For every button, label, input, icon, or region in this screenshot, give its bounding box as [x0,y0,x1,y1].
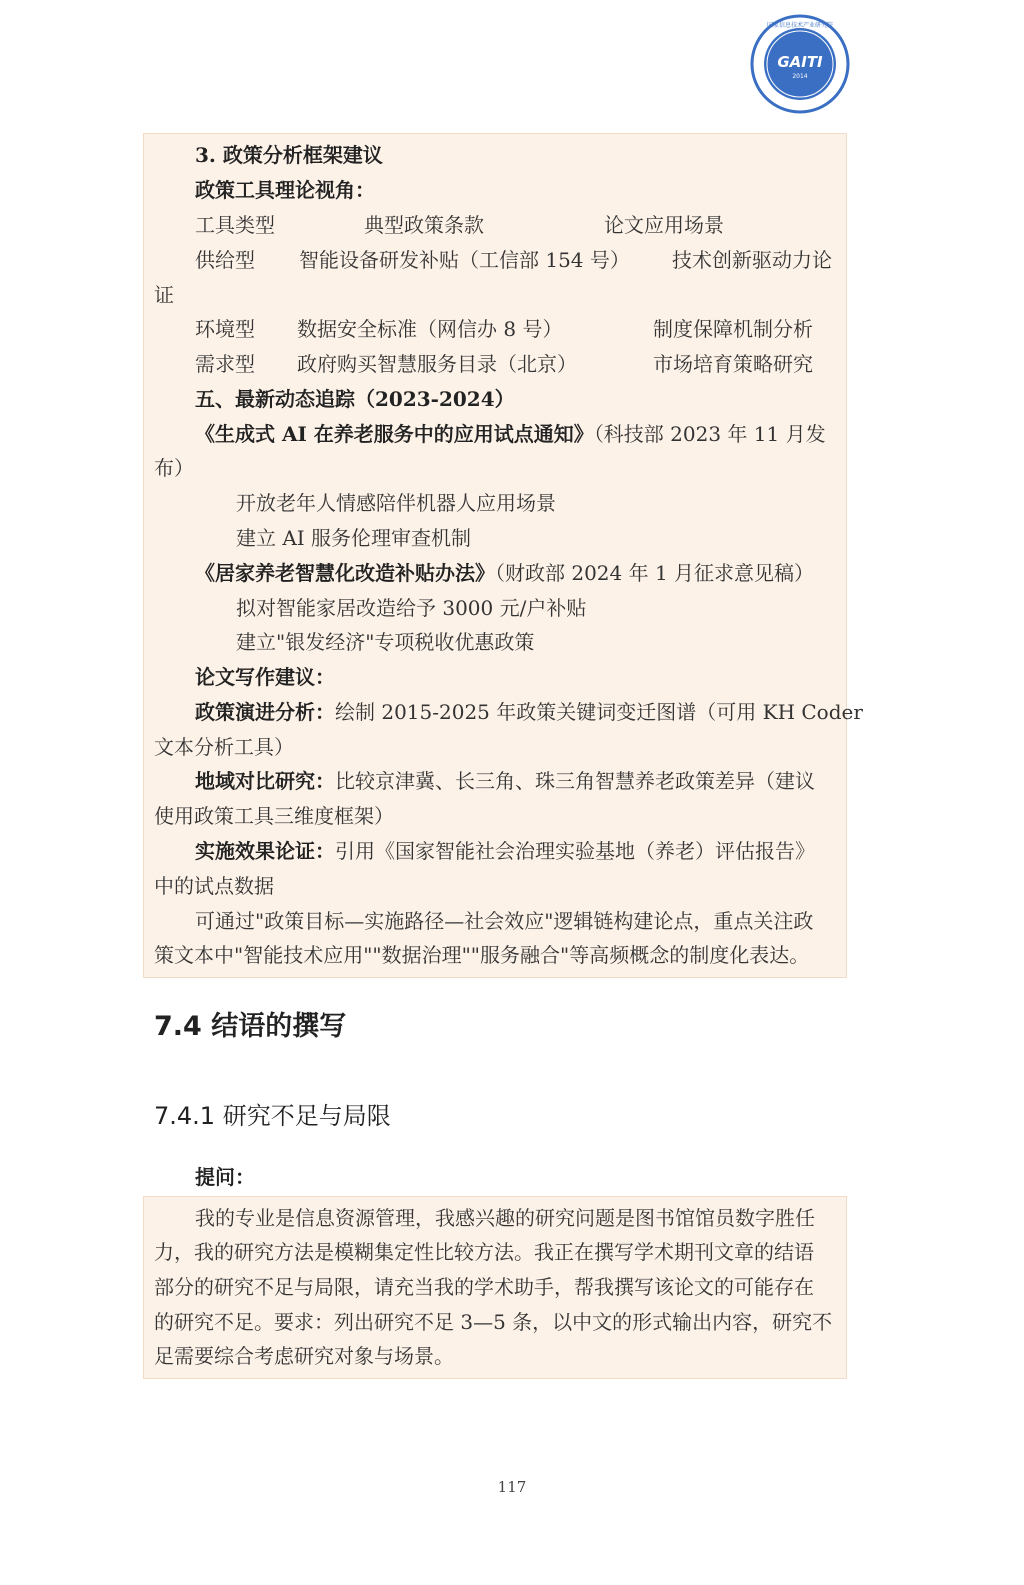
summary-line-2: 策文本中"智能技术应用""数据治理""服务融合"等高频概念的制度化表达。 [154,943,810,967]
writing-advice-heading: 论文写作建议： [195,665,335,689]
question-line-5: 足需要综合考虑研究对象与场景。 [154,1344,454,1368]
advice-evolution-text: 绘制 2015-2025 年政策关键词变迁图谱（可用 KH Coder [335,700,863,724]
advice-regional-wrap: 使用政策工具三维度框架） [154,804,394,828]
table-row-supply-scenario: 技术创新驱动力论 [672,248,832,272]
advice-effect-wrap: 中的试点数据 [154,874,274,898]
advice-effect-label: 实施效果论证： [195,839,335,863]
table-row-supply-type: 供给型 [195,248,255,272]
gaiti-logo [750,14,850,114]
advice-regional-label: 地域对比研究： [195,769,335,793]
table-header-scenario: 论文应用场景 [604,213,724,237]
table-row-supply-wrap: 证 [154,283,174,307]
advice-evolution-wrap: 文本分析工具） [154,735,294,759]
page-number: 117 [497,1478,527,1496]
policy-point-subsidy: 拟对智能家居改造给予 3000 元/户补贴 [236,596,587,620]
subsection-title: 7.4.1 研究不足与局限 [154,1102,391,1130]
question-line-4: 的研究不足。要求：列出研究不足 3—5 条，以中文的形式输出内容，研究不 [154,1310,833,1334]
table-row-demand-clause: 政府购买智慧服务目录（北京） [297,352,577,376]
advice-evolution [195,697,863,727]
advice-regional-text: 比较京津冀、长三角、珠三角智慧养老政策差异（建议 [335,769,815,793]
policy-item-home-care-source: （财政部 2024 年 1 月征求意见稿） [495,561,815,585]
policy-tool-perspective-heading: 政策工具理论视角： [195,178,375,202]
table-row-supply-clause: 智能设备研发补贴（工信部 154 号） [299,248,630,272]
question-line-2: 力，我的研究方法是模糊集定性比较方法。我正在撰写学术期刊文章的结语 [154,1240,814,1264]
question-label: 提问： [195,1165,255,1189]
advice-effect-text: 引用《国家智能社会治理实验基地（养老）评估报告》 [335,839,815,863]
advice-evolution-label: 政策演进分析： [195,700,335,724]
policy-framework-heading: 3. 政策分析框架建议 [195,143,383,167]
section-title: 7.4 结语的撰写 [154,1011,347,1042]
logo-ring-text: 国家信息技术产业研究院 [766,22,834,29]
policy-point-companion-robot: 开放老年人情感陪伴机器人应用场景 [236,491,556,515]
policy-point-ethics-review: 建立 AI 服务伦理审查机制 [236,526,472,550]
table-row-environment-type: 环境型 [195,317,255,341]
table-header-tool-type: 工具类型 [195,213,275,237]
policy-item-genai-wrap: 布） [154,456,194,480]
summary-line-1: 可通过"政策目标—实施路径—社会效应"逻辑链构建论点，重点关注政 [195,909,814,933]
table-row-demand-scenario: 市场培育策略研究 [653,352,813,376]
advice-effect [195,836,815,866]
question-line-1: 我的专业是信息资源管理，我感兴趣的研究问题是图书馆馆员数字胜任 [195,1206,815,1230]
policy-item-home-care-title: 《居家养老智慧化改造补贴办法》 [195,561,495,585]
advice-regional [195,766,815,796]
policy-point-tax: 建立"银发经济"专项税收优惠政策 [236,630,535,654]
latest-trends-heading: 五、最新动态追踪（2023-2024） [195,387,515,411]
logo-year: 2014 [792,73,808,80]
table-row-environment-clause: 数据安全标准（网信办 8 号） [297,317,563,341]
policy-item-genai [195,419,826,449]
policy-item-genai-source: （科技部 2023 年 11 月发 [593,422,826,446]
table-row-environment-scenario: 制度保障机制分析 [653,317,813,341]
question-line-3: 部分的研究不足与局限，请充当我的学术助手，帮我撰写该论文的可能存在 [154,1275,814,1299]
logo-text: GAITI [777,53,823,71]
policy-item-genai-title: 《生成式 AI 在养老服务中的应用试点通知》 [195,422,594,446]
table-header-clause: 典型政策条款 [364,213,484,237]
table-row-demand-type: 需求型 [195,352,255,376]
policy-item-home-care [195,558,814,588]
